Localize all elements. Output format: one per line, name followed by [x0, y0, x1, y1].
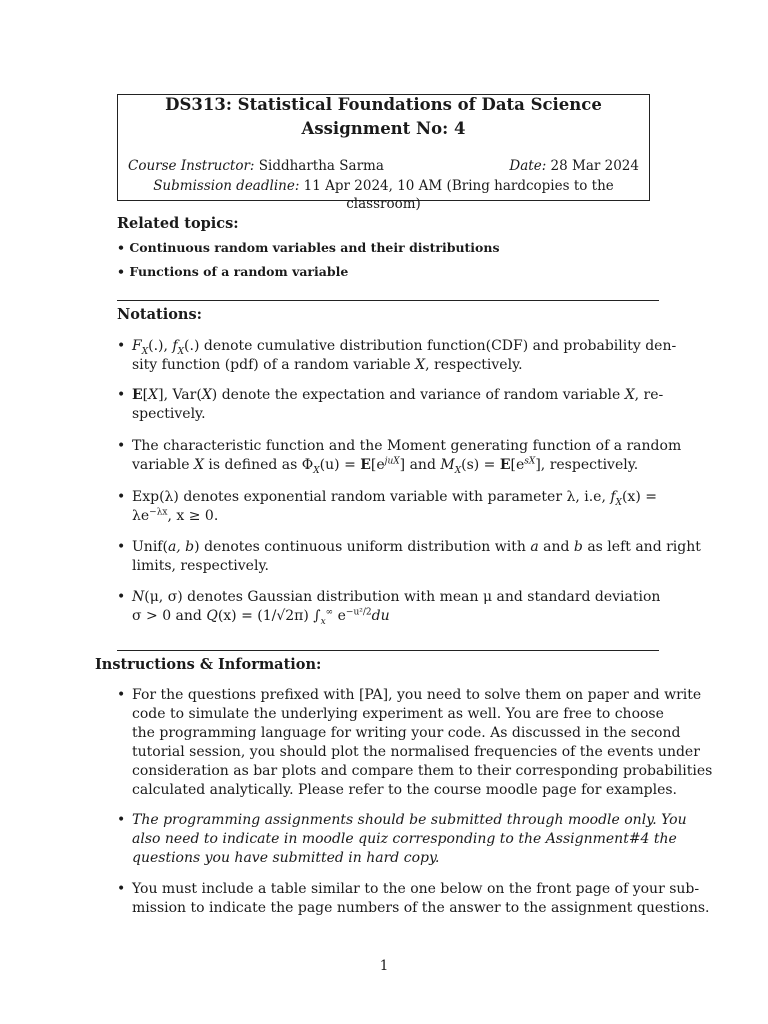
- notation-uniform: • Unif(a, b) denotes continuous uniform distribution with a and b as left and right limits, respectively.: [117, 539, 701, 574]
- course-title: DS313: Statistical Foundations of Data Science: [165, 95, 602, 114]
- notation-exponential: • Exp(λ) denotes exponential random variable with parameter λ, i.e, $f_X(x)$ = $\lambda e^{-\lambda x}$, x ≥ 0.: [117, 489, 657, 524]
- list-item: • Continuous random variables and their distributions: [117, 240, 500, 255]
- page-number: 1: [379, 958, 389, 974]
- submission-deadline: Submission deadline: 11 Apr 2024, 10 AM (Bring hardcopies to the classroom): [153, 178, 614, 212]
- section-divider: [117, 650, 659, 651]
- notation-cdf-pdf: • $F_X(.)$, $f_X(.)$ denote cumulative distribution function(CDF) and probability den- sity function (pdf) of a random variable X, respectively.: [117, 338, 677, 373]
- assignment-header-box: [117, 94, 650, 212]
- related-topics-heading: Related topics:: [117, 215, 239, 232]
- notation-expectation-variance: • E[X], Var(X) denote the expectation and variance of random variable X, re- spectively.: [117, 387, 664, 422]
- notation-characteristic-mgf: • The characteristic function and the Moment generating function of a random variable X is defined as $\Phi_X(u) = E[e^{juX}]$ and $M_X(s) = E[e^{sX}]$, respectively.: [117, 438, 682, 476]
- instruction-moodle-submission: • The programming assignments should be submitted through moodle only. You also need to indicate in moodle quiz corresponding to the Assignment#4 the questions you have submitted in hard copy.: [117, 812, 687, 866]
- instruction-front-page-table: • You must include a table similar to the one below on the front page of your sub- mission to indicate the page numbers of the answer to the assignment questions.: [117, 881, 710, 916]
- assignment-number: Assignment No: 4: [301, 119, 466, 138]
- instructor-date-row: [128, 157, 639, 175]
- section-divider: [117, 300, 659, 301]
- instruction-pa-questions: • For the questions prefixed with [PA], you need to solve them on paper and write code to simulate the underlying experiment as well. You are free to choose the programming language for writing your code. As discussed in the second tutorial session, you should plot the normalised frequencies of the events under consideration as bar plots and compare them to their corresponding probabilities calculated analytically. Please refer to the course moodle page for examples.: [117, 687, 713, 798]
- list-item: • Functions of a random variable: [117, 264, 349, 279]
- date: Date: 28 Mar 2024: [509, 158, 639, 174]
- notation-gaussian: • N(μ, σ) denotes Gaussian distribution with mean μ and standard deviation σ > 0 and Q(x) = (1/√2π) $\int_x^\infty$ $e^{-u^2/2}du$: [117, 589, 661, 627]
- instructor: Course Instructor: Siddhartha Sarma: [128, 158, 384, 174]
- instructions-heading: Instructions & Information:: [95, 656, 322, 673]
- notations-heading: Notations:: [117, 306, 202, 323]
